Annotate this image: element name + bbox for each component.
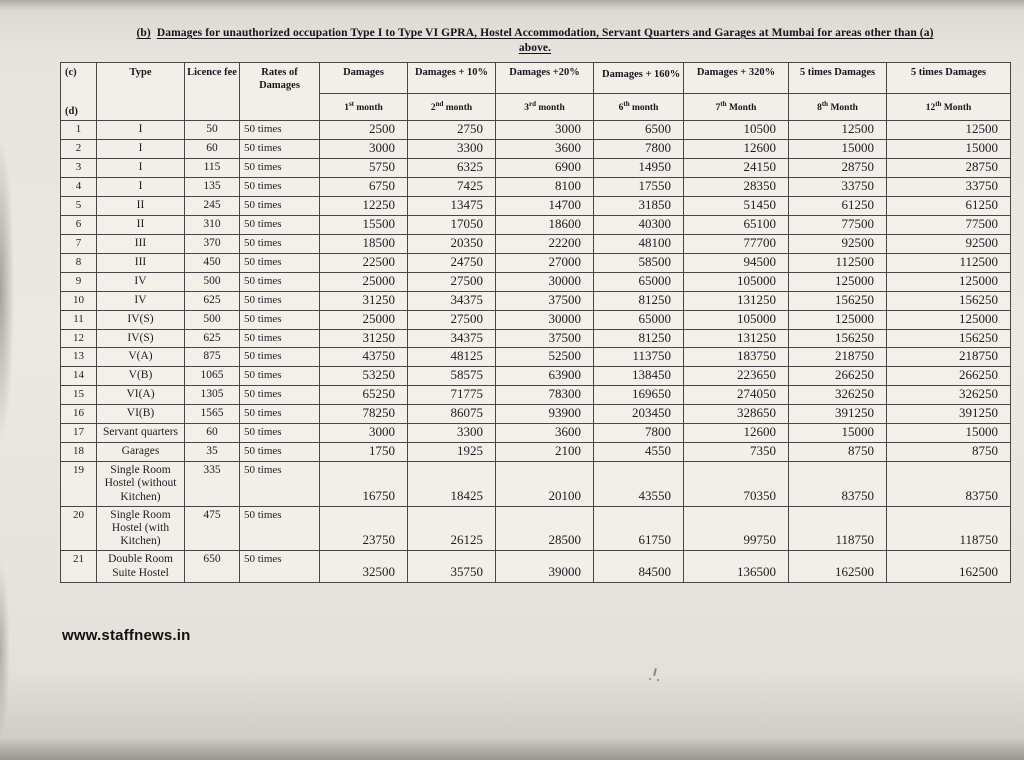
value-cell: 31850 bbox=[594, 196, 684, 215]
value-cell: 1750 bbox=[320, 443, 408, 462]
value-cell: 136500 bbox=[684, 551, 789, 582]
value-cell: 112500 bbox=[887, 253, 1011, 272]
licence-fee-cell: 135 bbox=[185, 178, 240, 197]
value-cell: 218750 bbox=[789, 348, 887, 367]
value-cell: 105000 bbox=[684, 272, 789, 291]
value-cell: 17050 bbox=[408, 215, 496, 234]
value-cell: 118750 bbox=[887, 506, 1011, 551]
row-number: 14 bbox=[61, 367, 97, 386]
table-row bbox=[61, 234, 1011, 253]
header-damages-20: Damages +20% bbox=[496, 63, 594, 94]
value-cell: 35750 bbox=[408, 551, 496, 582]
value-cell: 61750 bbox=[594, 506, 684, 551]
header-damages-10: Damages + 10% bbox=[408, 63, 496, 94]
rate-cell: 50 times bbox=[240, 405, 320, 424]
table-row bbox=[61, 443, 1011, 462]
licence-fee-cell: 1305 bbox=[185, 386, 240, 405]
value-cell: 156250 bbox=[887, 291, 1011, 310]
row-number: 12 bbox=[61, 329, 97, 348]
rate-cell: 50 times bbox=[240, 121, 320, 140]
row-number: 3 bbox=[61, 159, 97, 178]
licence-fee-cell: 370 bbox=[185, 234, 240, 253]
licence-fee-cell: 1065 bbox=[185, 367, 240, 386]
licence-fee-cell: 1565 bbox=[185, 405, 240, 424]
value-cell: 86075 bbox=[408, 405, 496, 424]
licence-fee-cell: 650 bbox=[185, 551, 240, 582]
value-cell: 326250 bbox=[789, 386, 887, 405]
value-cell: 25000 bbox=[320, 310, 408, 329]
licence-fee-cell: 60 bbox=[185, 140, 240, 159]
value-cell: 156250 bbox=[789, 291, 887, 310]
value-cell: 23750 bbox=[320, 506, 408, 551]
table-row bbox=[61, 121, 1011, 140]
rate-cell: 50 times bbox=[240, 196, 320, 215]
value-cell: 13475 bbox=[408, 196, 496, 215]
value-cell: 28750 bbox=[789, 159, 887, 178]
table-row bbox=[61, 310, 1011, 329]
value-cell: 6750 bbox=[320, 178, 408, 197]
row-number: 20 bbox=[61, 506, 97, 551]
value-cell: 65000 bbox=[594, 310, 684, 329]
header-month-6: 6th month bbox=[594, 94, 684, 121]
value-cell: 4550 bbox=[594, 443, 684, 462]
value-cell: 32500 bbox=[320, 551, 408, 582]
scan-smudge-left-lower bbox=[0, 560, 10, 740]
header-corner bbox=[61, 63, 97, 121]
value-cell: 14950 bbox=[594, 159, 684, 178]
value-cell: 78250 bbox=[320, 405, 408, 424]
header-licence-fee: Licence fee bbox=[185, 63, 240, 121]
value-cell: 28350 bbox=[684, 178, 789, 197]
type-cell: III bbox=[97, 234, 185, 253]
value-cell: 266250 bbox=[789, 367, 887, 386]
type-cell: II bbox=[97, 196, 185, 215]
row-number: 4 bbox=[61, 178, 97, 197]
licence-fee-cell: 60 bbox=[185, 424, 240, 443]
table-row bbox=[61, 405, 1011, 424]
value-cell: 3300 bbox=[408, 140, 496, 159]
header-row-top bbox=[61, 63, 1011, 94]
value-cell: 125000 bbox=[789, 310, 887, 329]
row-number: 5 bbox=[61, 196, 97, 215]
type-cell: VI(A) bbox=[97, 386, 185, 405]
value-cell: 70350 bbox=[684, 462, 789, 507]
value-cell: 12500 bbox=[887, 121, 1011, 140]
row-number: 1 bbox=[61, 121, 97, 140]
licence-fee-cell: 500 bbox=[185, 310, 240, 329]
value-cell: 78300 bbox=[496, 386, 594, 405]
licence-fee-cell: 245 bbox=[185, 196, 240, 215]
rate-cell: 50 times bbox=[240, 310, 320, 329]
row-number: 18 bbox=[61, 443, 97, 462]
value-cell: 391250 bbox=[887, 405, 1011, 424]
value-cell: 18600 bbox=[496, 215, 594, 234]
value-cell: 77500 bbox=[887, 215, 1011, 234]
value-cell: 7800 bbox=[594, 424, 684, 443]
value-cell: 20350 bbox=[408, 234, 496, 253]
value-cell: 326250 bbox=[887, 386, 1011, 405]
value-cell: 15000 bbox=[789, 424, 887, 443]
rate-cell: 50 times bbox=[240, 506, 320, 551]
value-cell: 18425 bbox=[408, 462, 496, 507]
type-cell: I bbox=[97, 121, 185, 140]
value-cell: 77700 bbox=[684, 234, 789, 253]
rate-cell: 50 times bbox=[240, 348, 320, 367]
table-row bbox=[61, 506, 1011, 551]
row-number: 13 bbox=[61, 348, 97, 367]
value-cell: 118750 bbox=[789, 506, 887, 551]
value-cell: 3600 bbox=[496, 140, 594, 159]
table-row bbox=[61, 424, 1011, 443]
value-cell: 28500 bbox=[496, 506, 594, 551]
value-cell: 203450 bbox=[594, 405, 684, 424]
value-cell: 37500 bbox=[496, 291, 594, 310]
rate-cell: 50 times bbox=[240, 140, 320, 159]
value-cell: 274050 bbox=[684, 386, 789, 405]
value-cell: 7800 bbox=[594, 140, 684, 159]
table-row bbox=[61, 386, 1011, 405]
row-number: 17 bbox=[61, 424, 97, 443]
table-row bbox=[61, 329, 1011, 348]
value-cell: 8750 bbox=[789, 443, 887, 462]
value-cell: 61250 bbox=[789, 196, 887, 215]
value-cell: 93900 bbox=[496, 405, 594, 424]
row-number: 16 bbox=[61, 405, 97, 424]
value-cell: 65000 bbox=[594, 272, 684, 291]
value-cell: 28750 bbox=[887, 159, 1011, 178]
value-cell: 15000 bbox=[789, 140, 887, 159]
value-cell: 131250 bbox=[684, 291, 789, 310]
table-row bbox=[61, 462, 1011, 507]
value-cell: 138450 bbox=[594, 367, 684, 386]
value-cell: 7425 bbox=[408, 178, 496, 197]
value-cell: 81250 bbox=[594, 291, 684, 310]
value-cell: 183750 bbox=[684, 348, 789, 367]
table-header bbox=[61, 63, 1011, 121]
value-cell: 24750 bbox=[408, 253, 496, 272]
table-row bbox=[61, 367, 1011, 386]
scan-smudge-top bbox=[0, 0, 1024, 10]
row-number: 9 bbox=[61, 272, 97, 291]
licence-fee-cell: 310 bbox=[185, 215, 240, 234]
value-cell: 22200 bbox=[496, 234, 594, 253]
title-text: Damages for unauthorized occupation Type I to Type VI GPRA, Hostel Accommodation, Servant Quarters and Garages at Mumbai for areas other than (a) bbox=[156, 27, 934, 39]
table-row bbox=[61, 159, 1011, 178]
value-cell: 3000 bbox=[496, 121, 594, 140]
type-cell: Double Room Suite Hostel bbox=[97, 551, 185, 582]
value-cell: 3300 bbox=[408, 424, 496, 443]
licence-fee-cell: 875 bbox=[185, 348, 240, 367]
value-cell: 65100 bbox=[684, 215, 789, 234]
type-cell: IV(S) bbox=[97, 310, 185, 329]
licence-fee-cell: 335 bbox=[185, 462, 240, 507]
type-cell: V(A) bbox=[97, 348, 185, 367]
row-number: 7 bbox=[61, 234, 97, 253]
value-cell: 61250 bbox=[887, 196, 1011, 215]
value-cell: 156250 bbox=[789, 329, 887, 348]
type-cell: Single Room Hostel (with Kitchen) bbox=[97, 506, 185, 551]
row-number: 11 bbox=[61, 310, 97, 329]
table-row bbox=[61, 551, 1011, 582]
value-cell: 6900 bbox=[496, 159, 594, 178]
value-cell: 156250 bbox=[887, 329, 1011, 348]
licence-fee-cell: 625 bbox=[185, 329, 240, 348]
rate-cell: 50 times bbox=[240, 215, 320, 234]
value-cell: 20100 bbox=[496, 462, 594, 507]
row-number: 2 bbox=[61, 140, 97, 159]
value-cell: 8100 bbox=[496, 178, 594, 197]
header-month-12: 12th Month bbox=[887, 94, 1011, 121]
rate-cell: 50 times bbox=[240, 367, 320, 386]
table-body bbox=[61, 121, 1011, 583]
value-cell: 71775 bbox=[408, 386, 496, 405]
value-cell: 53250 bbox=[320, 367, 408, 386]
value-cell: 92500 bbox=[887, 234, 1011, 253]
value-cell: 31250 bbox=[320, 291, 408, 310]
corner-c: (c) bbox=[65, 67, 77, 78]
value-cell: 6325 bbox=[408, 159, 496, 178]
value-cell: 105000 bbox=[684, 310, 789, 329]
value-cell: 94500 bbox=[684, 253, 789, 272]
value-cell: 7350 bbox=[684, 443, 789, 462]
value-cell: 17550 bbox=[594, 178, 684, 197]
value-cell: 37500 bbox=[496, 329, 594, 348]
rate-cell: 50 times bbox=[240, 551, 320, 582]
value-cell: 31250 bbox=[320, 329, 408, 348]
row-number: 8 bbox=[61, 253, 97, 272]
type-cell: V(B) bbox=[97, 367, 185, 386]
type-cell: Garages bbox=[97, 443, 185, 462]
type-cell: I bbox=[97, 140, 185, 159]
value-cell: 1925 bbox=[408, 443, 496, 462]
rate-cell: 50 times bbox=[240, 291, 320, 310]
value-cell: 27500 bbox=[408, 310, 496, 329]
value-cell: 24150 bbox=[684, 159, 789, 178]
value-cell: 43750 bbox=[320, 348, 408, 367]
rate-cell: 50 times bbox=[240, 424, 320, 443]
header-5times-12: 5 times Damages bbox=[887, 63, 1011, 94]
title-line-1 bbox=[136, 27, 933, 39]
row-number: 6 bbox=[61, 215, 97, 234]
value-cell: 34375 bbox=[408, 329, 496, 348]
rate-cell: 50 times bbox=[240, 386, 320, 405]
value-cell: 162500 bbox=[887, 551, 1011, 582]
row-number: 19 bbox=[61, 462, 97, 507]
value-cell: 25000 bbox=[320, 272, 408, 291]
value-cell: 18500 bbox=[320, 234, 408, 253]
licence-fee-cell: 115 bbox=[185, 159, 240, 178]
value-cell: 266250 bbox=[887, 367, 1011, 386]
value-cell: 39000 bbox=[496, 551, 594, 582]
header-rates-of-damages: Rates of Damages bbox=[240, 63, 320, 121]
value-cell: 3600 bbox=[496, 424, 594, 443]
value-cell: 3000 bbox=[320, 424, 408, 443]
value-cell: 2750 bbox=[408, 121, 496, 140]
table-row bbox=[61, 253, 1011, 272]
value-cell: 12600 bbox=[684, 424, 789, 443]
damages-table bbox=[60, 62, 1011, 583]
licence-fee-cell: 35 bbox=[185, 443, 240, 462]
corner-d: (d) bbox=[65, 105, 78, 117]
header-month-7: 7th Month bbox=[684, 94, 789, 121]
value-cell: 6500 bbox=[594, 121, 684, 140]
licence-fee-cell: 475 bbox=[185, 506, 240, 551]
value-cell: 16750 bbox=[320, 462, 408, 507]
type-cell: I bbox=[97, 178, 185, 197]
header-type: Type bbox=[97, 63, 185, 121]
value-cell: 218750 bbox=[887, 348, 1011, 367]
value-cell: 83750 bbox=[789, 462, 887, 507]
header-damages: Damages bbox=[320, 63, 408, 94]
value-cell: 63900 bbox=[496, 367, 594, 386]
value-cell: 58500 bbox=[594, 253, 684, 272]
scan-artifact-marks bbox=[648, 668, 664, 682]
value-cell: 30000 bbox=[496, 272, 594, 291]
value-cell: 27000 bbox=[496, 253, 594, 272]
value-cell: 15000 bbox=[887, 424, 1011, 443]
value-cell: 125000 bbox=[789, 272, 887, 291]
table-row bbox=[61, 196, 1011, 215]
value-cell: 22500 bbox=[320, 253, 408, 272]
header-month-3: 3rd month bbox=[496, 94, 594, 121]
table-row bbox=[61, 291, 1011, 310]
licence-fee-cell: 50 bbox=[185, 121, 240, 140]
value-cell: 51450 bbox=[684, 196, 789, 215]
rate-cell: 50 times bbox=[240, 443, 320, 462]
value-cell: 223650 bbox=[684, 367, 789, 386]
rate-cell: 50 times bbox=[240, 253, 320, 272]
rate-cell: 50 times bbox=[240, 462, 320, 507]
value-cell: 15500 bbox=[320, 215, 408, 234]
type-cell: Single Room Hostel (without Kitchen) bbox=[97, 462, 185, 507]
value-cell: 77500 bbox=[789, 215, 887, 234]
licence-fee-cell: 625 bbox=[185, 291, 240, 310]
watermark-link[interactable]: www.staffnews.in bbox=[62, 627, 191, 644]
value-cell: 112500 bbox=[789, 253, 887, 272]
licence-fee-cell: 450 bbox=[185, 253, 240, 272]
table-row bbox=[61, 178, 1011, 197]
value-cell: 40300 bbox=[594, 215, 684, 234]
row-number: 10 bbox=[61, 291, 97, 310]
value-cell: 125000 bbox=[887, 272, 1011, 291]
value-cell: 2100 bbox=[496, 443, 594, 462]
header-month-8: 8th Month bbox=[789, 94, 887, 121]
value-cell: 125000 bbox=[887, 310, 1011, 329]
value-cell: 15000 bbox=[887, 140, 1011, 159]
row-number: 21 bbox=[61, 551, 97, 582]
scan-smudge-bottom bbox=[0, 738, 1024, 760]
value-cell: 58575 bbox=[408, 367, 496, 386]
value-cell: 30000 bbox=[496, 310, 594, 329]
header-month-1: 1st month bbox=[320, 94, 408, 121]
value-cell: 99750 bbox=[684, 506, 789, 551]
value-cell: 27500 bbox=[408, 272, 496, 291]
value-cell: 43550 bbox=[594, 462, 684, 507]
value-cell: 3000 bbox=[320, 140, 408, 159]
title-line-2: above. bbox=[518, 42, 552, 55]
value-cell: 8750 bbox=[887, 443, 1011, 462]
header-damages-160: Damages + 160% bbox=[594, 63, 684, 94]
value-cell: 113750 bbox=[594, 348, 684, 367]
value-cell: 65250 bbox=[320, 386, 408, 405]
type-cell: I bbox=[97, 159, 185, 178]
header-5times-8: 5 times Damages bbox=[789, 63, 887, 94]
rate-cell: 50 times bbox=[240, 272, 320, 291]
value-cell: 162500 bbox=[789, 551, 887, 582]
value-cell: 84500 bbox=[594, 551, 684, 582]
row-number: 15 bbox=[61, 386, 97, 405]
value-cell: 12500 bbox=[789, 121, 887, 140]
value-cell: 48100 bbox=[594, 234, 684, 253]
value-cell: 5750 bbox=[320, 159, 408, 178]
table-row bbox=[61, 140, 1011, 159]
document-title bbox=[60, 26, 1010, 56]
header-damages-320: Damages + 320% bbox=[684, 63, 789, 94]
value-cell: 48125 bbox=[408, 348, 496, 367]
value-cell: 12250 bbox=[320, 196, 408, 215]
value-cell: 33750 bbox=[789, 178, 887, 197]
value-cell: 92500 bbox=[789, 234, 887, 253]
value-cell: 169650 bbox=[594, 386, 684, 405]
value-cell: 34375 bbox=[408, 291, 496, 310]
type-cell: II bbox=[97, 215, 185, 234]
table-row bbox=[61, 348, 1011, 367]
type-cell: VI(B) bbox=[97, 405, 185, 424]
value-cell: 328650 bbox=[684, 405, 789, 424]
value-cell: 14700 bbox=[496, 196, 594, 215]
value-cell: 2500 bbox=[320, 121, 408, 140]
value-cell: 26125 bbox=[408, 506, 496, 551]
value-cell: 52500 bbox=[496, 348, 594, 367]
type-cell: IV bbox=[97, 291, 185, 310]
title-prefix: (b) bbox=[136, 27, 151, 39]
type-cell: III bbox=[97, 253, 185, 272]
table-row bbox=[61, 215, 1011, 234]
value-cell: 391250 bbox=[789, 405, 887, 424]
type-cell: IV bbox=[97, 272, 185, 291]
value-cell: 33750 bbox=[887, 178, 1011, 197]
value-cell: 10500 bbox=[684, 121, 789, 140]
type-cell: Servant quarters bbox=[97, 424, 185, 443]
rate-cell: 50 times bbox=[240, 178, 320, 197]
value-cell: 12600 bbox=[684, 140, 789, 159]
rate-cell: 50 times bbox=[240, 234, 320, 253]
rate-cell: 50 times bbox=[240, 159, 320, 178]
value-cell: 81250 bbox=[594, 329, 684, 348]
type-cell: IV(S) bbox=[97, 329, 185, 348]
value-cell: 83750 bbox=[887, 462, 1011, 507]
value-cell: 131250 bbox=[684, 329, 789, 348]
licence-fee-cell: 500 bbox=[185, 272, 240, 291]
rate-cell: 50 times bbox=[240, 329, 320, 348]
header-month-2: 2nd month bbox=[408, 94, 496, 121]
table-row bbox=[61, 272, 1011, 291]
